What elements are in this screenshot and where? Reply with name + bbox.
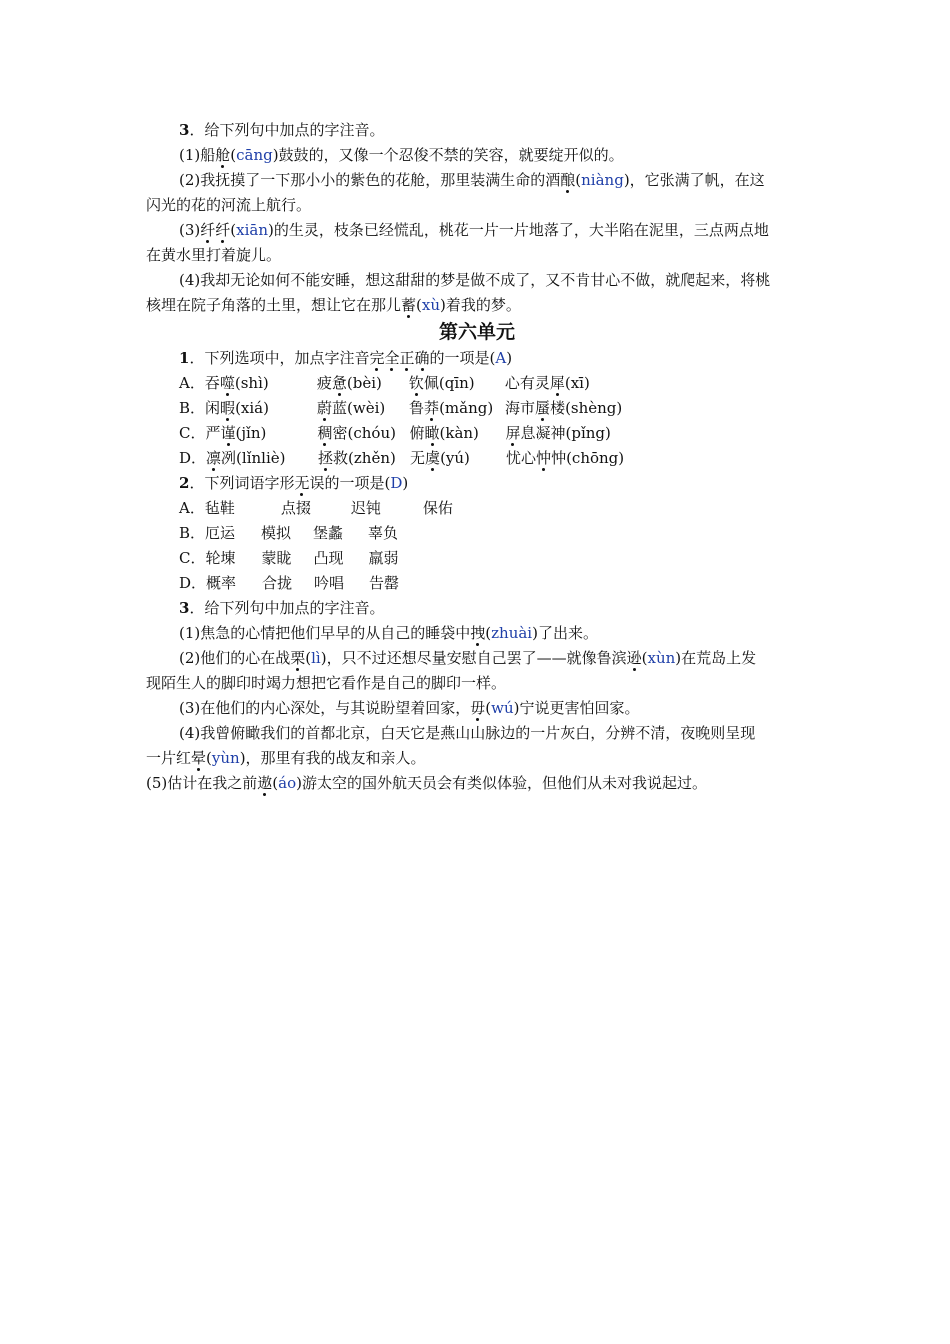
q3b-item-4-cont: 一片红晕(yùn)，那里有我的战友和亲人。 <box>146 749 426 767</box>
answer-pinyin: xùn <box>647 649 676 667</box>
q3b-item-4: (4)我曾俯瞰我们的首都北京，白天它是燕山山脉边的一片灰白，分辨不清，夜晚则呈现 <box>179 724 756 742</box>
q3b-item-5: (5)估计在我之前遨(áo)游太空的国外航天员会有类似体验，但他们从未对我说起过。 <box>146 774 707 792</box>
answer-pinyin: xù <box>421 296 441 314</box>
q2-option-d: D．概率 合拢 吟唱 告罄 <box>179 574 400 592</box>
q3-item-1: (1)船舱(cāng)鼓鼓的，又像一个忍俊不禁的笑容，就要绽开似的。 <box>179 146 624 164</box>
q3b-item-1: (1)焦急的心情把他们早早的从自己的睡袋中拽(zhuài)了出来。 <box>179 624 598 642</box>
q2-option-a: A．毡鞋 点掇 迟钝 保佑 <box>179 499 453 517</box>
q3-item-4-cont: 核埋在院子角落的土里，想让它在那儿蓄(xù)着我的梦。 <box>146 296 521 314</box>
answer-pinyin: xiān <box>236 221 269 239</box>
q1-option-c: C．严谨(jǐn) 稠密(chóu) 俯瞰(kàn) 屏息凝神(pǐng) <box>179 424 611 442</box>
answer-pinyin: cāng <box>236 146 273 164</box>
answer-pinyin: yùn <box>211 749 240 767</box>
answer-pinyin: zhuài <box>491 624 533 642</box>
answer-choice: D <box>390 474 403 492</box>
q1-option-b: B．闲暇(xiá) 蔚蓝(wèi) 鲁莽(mǎng) 海市蜃楼(shèng) <box>179 399 623 417</box>
question-1-stem: 1．下列选项中，加点字注音完全正确的一项是(A) <box>179 349 513 367</box>
question-3b-stem: 3．给下列句中加点的字注音。 <box>179 599 385 617</box>
q3-item-3-cont: 在黄水里打着旋儿。 <box>146 246 282 264</box>
q3b-item-2: (2)他们的心在战栗(lì)，只不过还想尽量安慰自己罢了——就像鲁滨逊(xùn)在荒岛上发 <box>179 649 757 667</box>
q1-option-a: A．吞噬(shì) 疲惫(bèi) 钦佩(qīn) 心有灵犀(xī) <box>179 374 590 392</box>
q3-item-2-cont: 闪光的花的河流上航行。 <box>146 196 312 214</box>
q3b-item-2-cont: 现陌生人的脚印时竭力想把它看作是自己的脚印一样。 <box>146 674 507 692</box>
question-3-stem: 3．给下列句中加点的字注音。 <box>179 121 385 139</box>
q1-option-d: D．凛冽(lǐnliè) 拯救(zhěn) 无虞(yú) 忧心忡忡(chōng) <box>179 449 625 467</box>
document-page <box>146 118 808 796</box>
q2-option-b: B．厄运 模拟 堡蠡 辜负 <box>179 524 399 542</box>
q2-option-c: C．轮埬 蒙眬 凸现 羸弱 <box>179 549 399 567</box>
q3-item-3: (3)纤纤(xiān)的生灵，枝条已经慌乱，桃花一片一片地落了，大半陷在泥里，三点两点地 <box>179 221 769 239</box>
q3-item-2: (2)我抚摸了一下那小小的紫色的花舱，那里装满生命的酒酿(niàng)，它张满了帆，在这 <box>179 171 765 189</box>
question-2-stem: 2．下列词语字形无误的一项是(D) <box>179 474 409 492</box>
answer-pinyin: áo <box>278 774 297 792</box>
answer-choice: A <box>495 349 507 367</box>
answer-pinyin: wú <box>491 699 514 717</box>
q3-item-4: (4)我却无论如何不能安睡，想这甜甜的梦是做不成了，又不肯甘心不做，就爬起来，将桃 <box>179 271 771 289</box>
section-title: 第六单元 <box>438 321 515 343</box>
answer-pinyin: niàng <box>581 171 624 189</box>
answer-pinyin: lì <box>311 649 321 667</box>
q3b-item-3: (3)在他们的内心深处，与其说盼望着回家，毋(wú)宁说更害怕回家。 <box>179 699 640 717</box>
